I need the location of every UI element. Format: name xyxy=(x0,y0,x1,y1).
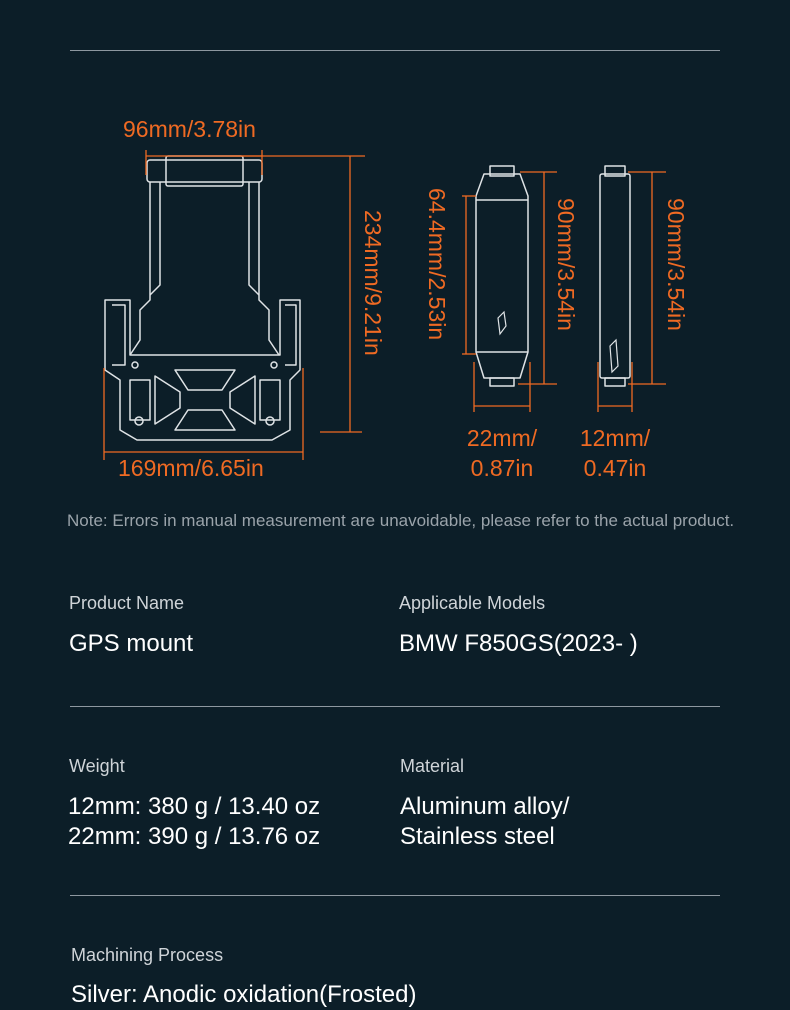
dim-bar-12-height: 90mm/3.54in xyxy=(663,198,689,331)
dim-bar-12-width xyxy=(565,423,665,483)
dim-height: 234mm/9.21in xyxy=(360,210,386,356)
weight-line-22mm: 22mm: 390 g / 13.76 oz xyxy=(68,823,321,850)
weight-label: Weight xyxy=(69,756,125,776)
measurement-note: Note: Errors in manual measurement are unavoidable, please refer to the actual product. xyxy=(67,511,735,530)
machining-process-value: Silver: Anodic oxidation(Frosted) xyxy=(71,981,417,1008)
weight-value xyxy=(68,792,320,852)
dim-bar-22-width xyxy=(452,423,552,483)
applicable-models-value: BMW F850GS(2023- ) xyxy=(399,630,638,657)
material-line-1: Aluminum alloy/ xyxy=(400,793,570,820)
dim-bar-22-width-line1: 22mm/ xyxy=(466,425,538,451)
weight-line-12mm: 12mm: 380 g / 13.40 oz xyxy=(68,793,321,820)
material-value xyxy=(400,792,569,852)
specs-divider-1 xyxy=(70,706,720,707)
material-label: Material xyxy=(400,756,465,776)
machining-process-label: Machining Process xyxy=(71,945,224,965)
dim-bar-12-width-line2: 0.47in xyxy=(583,455,647,481)
product-name-value: GPS mount xyxy=(69,630,194,657)
dim-bar-22-height: 90mm/3.54in xyxy=(553,198,579,331)
dim-bar-12-width-line1: 12mm/ xyxy=(579,425,651,451)
dim-bar-22-width-line2: 0.87in xyxy=(470,455,534,481)
applicable-models-label: Applicable Models xyxy=(399,593,546,613)
dim-top-width: 96mm/3.78in xyxy=(123,116,256,142)
dim-bottom-width: 169mm/6.65in xyxy=(118,455,264,481)
specs-divider-2 xyxy=(70,895,720,896)
product-name-label: Product Name xyxy=(69,593,185,613)
material-line-2: Stainless steel xyxy=(400,823,555,850)
dim-bar-22-length: 64.4mm/2.53in xyxy=(424,188,450,341)
